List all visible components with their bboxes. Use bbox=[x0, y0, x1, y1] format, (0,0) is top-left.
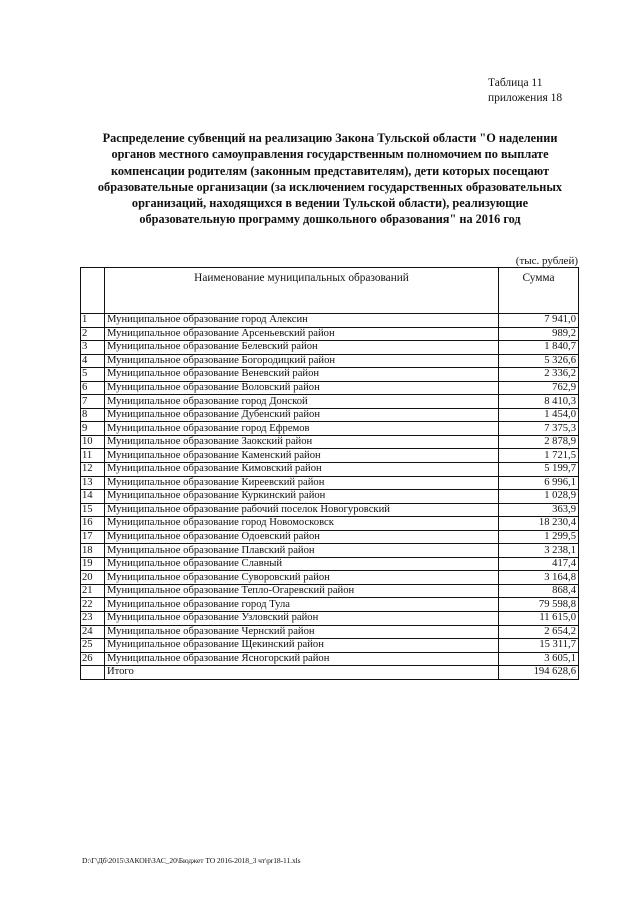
row-number: 21 bbox=[81, 584, 105, 598]
row-number: 26 bbox=[81, 652, 105, 666]
file-path-footer: D:\Г\Дб\2015\ЗАКОН\ЗАС_20\Бюджет ТО 2016-2018_3 чт\pr18-11.xls bbox=[82, 856, 301, 865]
municipality-name: Муниципальное образование Суворовский район bbox=[105, 571, 499, 585]
table-row bbox=[81, 652, 579, 666]
table-row bbox=[81, 557, 579, 571]
municipality-name: Муниципальное образование Дубенский район bbox=[105, 408, 499, 422]
table-header-row bbox=[81, 268, 579, 314]
table-row bbox=[81, 422, 579, 436]
header-sum: Сумма bbox=[499, 268, 579, 314]
amount: 6 996,1 bbox=[499, 476, 579, 490]
title-line: органов местного самоуправления государственным полномочием по выплате bbox=[111, 147, 549, 162]
municipality-name: Муниципальное образование город Алексин bbox=[105, 314, 499, 328]
municipality-name: Муниципальное образование Щекинский район bbox=[105, 639, 499, 653]
table-row bbox=[81, 341, 579, 355]
row-number: 23 bbox=[81, 612, 105, 626]
table-row bbox=[81, 368, 579, 382]
row-number: 3 bbox=[81, 341, 105, 355]
title-line: компенсации родителям (законным представителям), дети которых посещают bbox=[110, 163, 550, 178]
municipality-name: Муниципальное образование город Донской bbox=[105, 395, 499, 409]
row-number: 6 bbox=[81, 381, 105, 395]
table-row bbox=[81, 381, 579, 395]
municipality-name: Итого bbox=[105, 666, 499, 680]
amount: 1 454,0 bbox=[499, 408, 579, 422]
municipality-name: Муниципальное образование Тепло-Огаревский район bbox=[105, 584, 499, 598]
row-number: 9 bbox=[81, 422, 105, 436]
municipality-name: Муниципальное образование город Новомосковск bbox=[105, 517, 499, 531]
table-row bbox=[81, 354, 579, 368]
row-number: 8 bbox=[81, 408, 105, 422]
document-title bbox=[60, 130, 600, 228]
municipality-name: Муниципальное образование Веневский район bbox=[105, 368, 499, 382]
total-row bbox=[81, 666, 579, 680]
table-row bbox=[81, 449, 579, 463]
row-number: 11 bbox=[81, 449, 105, 463]
table-row bbox=[81, 476, 579, 490]
table-row bbox=[81, 639, 579, 653]
municipality-name: Муниципальное образование Киреевский район bbox=[105, 476, 499, 490]
amount: 8 410,3 bbox=[499, 395, 579, 409]
municipality-name: Муниципальное образование Славный bbox=[105, 557, 499, 571]
row-number: 1 bbox=[81, 314, 105, 328]
header-name: Наименование муниципальных образований bbox=[105, 268, 499, 314]
table-row bbox=[81, 625, 579, 639]
amount: 5 326,6 bbox=[499, 354, 579, 368]
title-line: Распределение субвенций на реализацию Закона Тульской области "О наделении bbox=[102, 131, 558, 145]
table-row bbox=[81, 517, 579, 531]
amount: 18 230,4 bbox=[499, 517, 579, 531]
amount: 989,2 bbox=[499, 327, 579, 341]
amount: 3 164,8 bbox=[499, 571, 579, 585]
table-row bbox=[81, 612, 579, 626]
table-row bbox=[81, 395, 579, 409]
header-num bbox=[81, 268, 105, 314]
row-number: 2 bbox=[81, 327, 105, 341]
amount: 3 605,1 bbox=[499, 652, 579, 666]
amount: 3 238,1 bbox=[499, 544, 579, 558]
amount: 1 299,5 bbox=[499, 530, 579, 544]
municipality-name: Муниципальное образование Воловский район bbox=[105, 381, 499, 395]
municipality-name: Муниципальное образование Заокский район bbox=[105, 435, 499, 449]
amount: 2 336,2 bbox=[499, 368, 579, 382]
amount: 417,4 bbox=[499, 557, 579, 571]
municipality-name: Муниципальное образование Узловский район bbox=[105, 612, 499, 626]
municipality-name: Муниципальное образование Ясногорский район bbox=[105, 652, 499, 666]
amount: 363,9 bbox=[499, 503, 579, 517]
table-row bbox=[81, 530, 579, 544]
row-number: 22 bbox=[81, 598, 105, 612]
row-number: 13 bbox=[81, 476, 105, 490]
municipality-name: Муниципальное образование рабочий поселок Новогуровский bbox=[105, 503, 499, 517]
amount: 868,4 bbox=[499, 584, 579, 598]
table-row bbox=[81, 584, 579, 598]
row-number: 18 bbox=[81, 544, 105, 558]
municipality-name: Муниципальное образование Одоевский район bbox=[105, 530, 499, 544]
table-row bbox=[81, 571, 579, 585]
amount: 79 598,8 bbox=[499, 598, 579, 612]
table-row bbox=[81, 503, 579, 517]
table-row bbox=[81, 463, 579, 477]
municipality-name: Муниципальное образование Куркинский район bbox=[105, 490, 499, 504]
municipality-name: Муниципальное образование Кимовский район bbox=[105, 463, 499, 477]
amount: 2 878,9 bbox=[499, 435, 579, 449]
amount: 194 628,6 bbox=[499, 666, 579, 680]
row-number: 24 bbox=[81, 625, 105, 639]
row-number: 4 bbox=[81, 354, 105, 368]
title-line: образовательную программу дошкольного образования" на 2016 год bbox=[139, 212, 521, 227]
municipality-name: Муниципальное образование Арсеньевский район bbox=[105, 327, 499, 341]
amount: 1 840,7 bbox=[499, 341, 579, 355]
subsidy-table-body bbox=[81, 268, 579, 680]
row-number: 10 bbox=[81, 435, 105, 449]
title-line: образовательные организации (за исключением государственных образовательных bbox=[97, 179, 563, 194]
table-row bbox=[81, 435, 579, 449]
table-number-label: Таблица 11 bbox=[488, 77, 543, 89]
row-number: 14 bbox=[81, 490, 105, 504]
municipality-name: Муниципальное образование город Ефремов bbox=[105, 422, 499, 436]
table-row bbox=[81, 408, 579, 422]
row-number: 15 bbox=[81, 503, 105, 517]
amount: 1 028,9 bbox=[499, 490, 579, 504]
row-number: 19 bbox=[81, 557, 105, 571]
amount: 11 615,0 bbox=[499, 612, 579, 626]
amount: 2 654,2 bbox=[499, 625, 579, 639]
row-number: 25 bbox=[81, 639, 105, 653]
amount: 15 311,7 bbox=[499, 639, 579, 653]
municipality-name: Муниципальное образование Богородицкий район bbox=[105, 354, 499, 368]
table-row bbox=[81, 327, 579, 341]
row-number: 17 bbox=[81, 530, 105, 544]
amount: 5 199,7 bbox=[499, 463, 579, 477]
amount: 1 721,5 bbox=[499, 449, 579, 463]
amount: 7 375,3 bbox=[499, 422, 579, 436]
amount: 762,9 bbox=[499, 381, 579, 395]
municipality-name: Муниципальное образование Чернский район bbox=[105, 625, 499, 639]
table-row bbox=[81, 598, 579, 612]
row-number: 7 bbox=[81, 395, 105, 409]
appendix-label: приложения 18 bbox=[488, 92, 563, 104]
row-number: 5 bbox=[81, 368, 105, 382]
municipality-name: Муниципальное образование Белевский район bbox=[105, 341, 499, 355]
row-number bbox=[81, 666, 105, 680]
amount: 7 941,0 bbox=[499, 314, 579, 328]
unit-note: (тыс. рублей) bbox=[515, 255, 578, 267]
subsidy-table bbox=[80, 267, 579, 680]
row-number: 16 bbox=[81, 517, 105, 531]
row-number: 20 bbox=[81, 571, 105, 585]
table-row bbox=[81, 314, 579, 328]
title-line: организаций, находящихся в ведении Тульской области), реализующие bbox=[131, 196, 529, 211]
table-row bbox=[81, 490, 579, 504]
row-number: 12 bbox=[81, 463, 105, 477]
municipality-name: Муниципальное образование Плавский район bbox=[105, 544, 499, 558]
table-reference bbox=[488, 76, 608, 106]
table-row bbox=[81, 544, 579, 558]
municipality-name: Муниципальное образование Каменский район bbox=[105, 449, 499, 463]
municipality-name: Муниципальное образование город Тула bbox=[105, 598, 499, 612]
